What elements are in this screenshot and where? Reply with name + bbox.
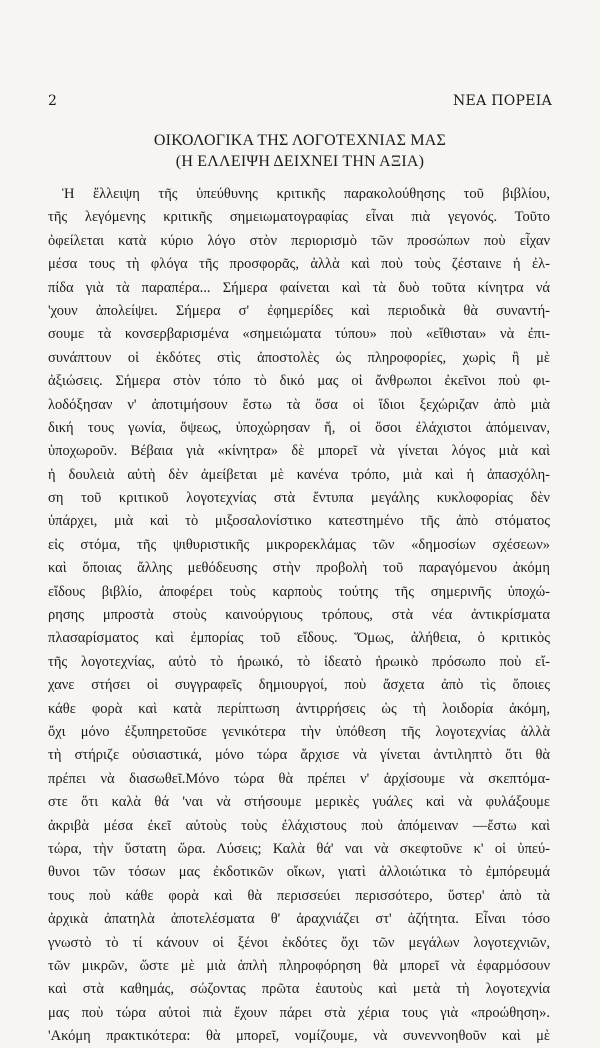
text-line: δική τους γωνία, ὄψεως, ὑποχώρησαν ἤ, οἱ ὅσοι ἐλάχιστοι ἀπόμειναν, bbox=[48, 419, 550, 436]
text-line: ρησης μπροστὰ στοὺς καινούργιους τρόπους, στὰ νέα ἀντικρίσματα bbox=[48, 607, 550, 624]
text-line: τους ποὺ κάθε φορὰ καὶ θὰ περισσεύει περισσότερο, ὕστερ' ἀπὸ τὰ bbox=[48, 887, 550, 904]
text-line: λοδόξησαν ν' ἀποτιμήσουν ἔστω τὰ ὅσα οἱ ἴδιοι ξεχώριζαν ἀπὸ μιὰ bbox=[48, 396, 550, 413]
text-line: μέσα τους τὴ φλόγα τῆς προσφορᾶς, ἀλλὰ καὶ ποὺ τοὺς ζέσταινε ἡ ἐλ- bbox=[48, 256, 550, 273]
text-line: ἀρχικὰ ἀπατηλὰ ἀποτελέσματα θ' ἀραχνιάζει στ' ἀζήτητα. Εἶναι τόσο bbox=[48, 911, 550, 928]
text-line: πλασαρίσματος καὶ ἐμπορίας τοῦ εἴδους. Ὅμως, ἀλήθεια, ὁ κριτικὸς bbox=[48, 630, 550, 647]
text-line: 'χουν ἀπολείψει. Σήμερα σ' ἐφημερίδες καὶ περιοδικὰ θὰ συναντή- bbox=[48, 302, 550, 319]
text-line: καὶ στὰ καθημάς, σώζοντας πρῶτα ἑαυτοὺς καὶ μετὰ τὴ λογοτεχνία bbox=[48, 981, 550, 998]
text-line: 'Ακόμη πρακτικότερα: θὰ μπορεῖ, νομίζουμε, νὰ συνεννοηθοῦν καὶ μὲ bbox=[48, 1028, 550, 1045]
running-head bbox=[48, 92, 552, 110]
text-line: ὀφείλεται κατὰ κύριο λόγο στὸν περιορισμὸ τῶν προσώπων ποὺ εἶχαν bbox=[48, 232, 550, 249]
page-number: 2 bbox=[48, 93, 57, 109]
text-line: ση τοῦ κριτικοῦ λογοτεχνίας στὰ ἔντυπα μεγάλης κυκλοφορίας δὲν bbox=[48, 490, 550, 507]
text-line: ἀκριβὰ μέσα ἐκεῖ αὐτοὺς τοὺς ἐλάχιστους ποὺ ἀπόμειναν —ἔστω καὶ bbox=[48, 817, 550, 834]
text-line: γνωστὸ τὸ τί κάνουν οἱ ξένοι ἐκδότες ὄχι τῶν μεγάλων λογοτεχνιῶν, bbox=[48, 934, 550, 951]
article-title-line: ΟΙΚΟΛΟΓΙΚΑ ΤΗΣ ΛΟΓΟΤΕΧΝΙΑΣ ΜΑΣ bbox=[153, 132, 447, 149]
text-line: ὄχι μόνο ἐξυπηρετοῦσε γενικότερα τὴν ὑπόθεση τῆς λογοτεχνίας ἀλλὰ bbox=[48, 723, 550, 740]
text-line: εἴδους βιβλίο, ἀποφέρει τοὺς καρποὺς τούτης τῆς σημερινῆς ὑποχώ- bbox=[48, 583, 550, 600]
text-line: συνάπτουν οἱ ἐκδότες στὶς ἀποστολὲς ὡς πληροφορίες, χωρὶς ἢ μὲ bbox=[48, 349, 550, 366]
text-line: θυνοι τῶν τόσων μας ἐκδοτικῶν οἴκων, γιατὶ ἀλλοιώτικα τὸ ἐμπόρευμά bbox=[48, 864, 550, 881]
text-line: τῆς λεγόμενης κριτικῆς σημειωματογραφίας εἶναι πιὰ γεγονός. Τοῦτο bbox=[48, 209, 550, 226]
article-subtitle-line: (Η ΕΛΛΕΙΨΗ ΔΕΙΧΝΕΙ ΤΗΝ ΑΞΙΑ) bbox=[175, 153, 425, 170]
text-line: ἡ δουλειὰ αὐτὴ δὲν ἀμείβεται μὲ κανένα τρόπο, μιὰ καὶ ἡ ἀπασχόλη- bbox=[48, 466, 550, 483]
text-line: κάθε φορὰ καὶ κατὰ περίπτωση ἀντιρρήσεις ὡς τὴ λοιδορία ἀκόμη, bbox=[48, 700, 550, 717]
text-line: ὑποχωροῦν. Βέβαια γιὰ «κίνητρα» δὲ μπορεῖ νὰ γίνεται λόγος μιὰ καὶ bbox=[48, 443, 550, 460]
text-line: στε ὅτι καλὰ θά 'ναι νὰ στήσουμε μερικὲς γυάλες καὶ νὰ φυλάξουμε bbox=[48, 794, 550, 811]
text-line: πίδα γιὰ τὰ παραπέρα... Σήμερα φαίνεται καὶ τὰ δυὸ τοῦτα κίνητρα νά bbox=[48, 279, 550, 296]
text-line: σουμε τὰ κονσερβαρισμένα «σημειώματα τύπου» ποὺ «εἴθισται» νὰ ἐπι- bbox=[48, 326, 550, 343]
journal-title: ΝΕΑ ΠΟΡΕΙΑ bbox=[453, 93, 552, 109]
text-line: Ἡ ἔλλειψη τῆς ὑπεύθυνης κριτικῆς παρακολούθησης τοῦ βιβλίου, bbox=[62, 186, 550, 202]
text-line: εἰς στόμα, τῆς ψιθυριστικῆς μικρορεκλάμας τῶν «δημοσίων σχέσεων» bbox=[48, 536, 550, 553]
text-line: καὶ ὅποιας ἄλλης μεθόδευσης στὴν προβολὴ τοῦ παραγόμενου ἀκόμη bbox=[48, 560, 550, 577]
text-line: πρέπει νὰ διασωθεῖ.Μόνο τώρα θὰ πρέπει ν' ἀρχίσουμε νὰ σκεπτόμα- bbox=[48, 770, 550, 787]
article-body bbox=[48, 183, 550, 1048]
text-line: μας ποὺ τώρα αὐτοὶ πιὰ ἔχουν πάρει στὰ χέρια τους γιὰ «προώθηση». bbox=[48, 1004, 550, 1021]
text-line: ἀξιώσεις. Σήμερα στὸν τόπο τὸ δικό μας οἱ ἄνθρωποι ἐκεῖνοι ποὺ φι- bbox=[48, 373, 550, 390]
text-line: ὑπάρχει, μιὰ καὶ τὸ μιξοσαλονίστικο κατεστημένο τῆς ἀπὸ στόματος bbox=[48, 513, 550, 530]
article-title bbox=[48, 130, 552, 172]
text-line: τώρα, τὴν ὕστατη ὥρα. Λύσεις; Καλὰ θά' ναι νὰ σκεφτοῦνε κ' οἱ ὑπεύ- bbox=[48, 840, 550, 857]
text-line: τὴ στήριζε οὐσιαστικά, μόνο τώρα ἄρχισε νὰ γίνεται ἀντιληπτὸ ὅτι θὰ bbox=[48, 747, 550, 764]
text-line: χανε στήσει οἱ συγγραφεῖς δημιουργοί, ποὺ ἄσχετα ἀπὸ τὶς ὅποιες bbox=[48, 677, 550, 694]
text-line: τῆς λογοτεχνίας, αὐτὸ τὸ ἡρωικό, τὸ ἰδεατὸ ἡρωικὸ πρόσωπο ποὺ εἴ- bbox=[48, 653, 550, 670]
text-line: τῶν μικρῶν, ὥστε μὲ μιὰ ἁπλὴ πληροφόρηση θὰ μπορεῖ νὰ ἐφαρμόσουν bbox=[48, 957, 550, 974]
